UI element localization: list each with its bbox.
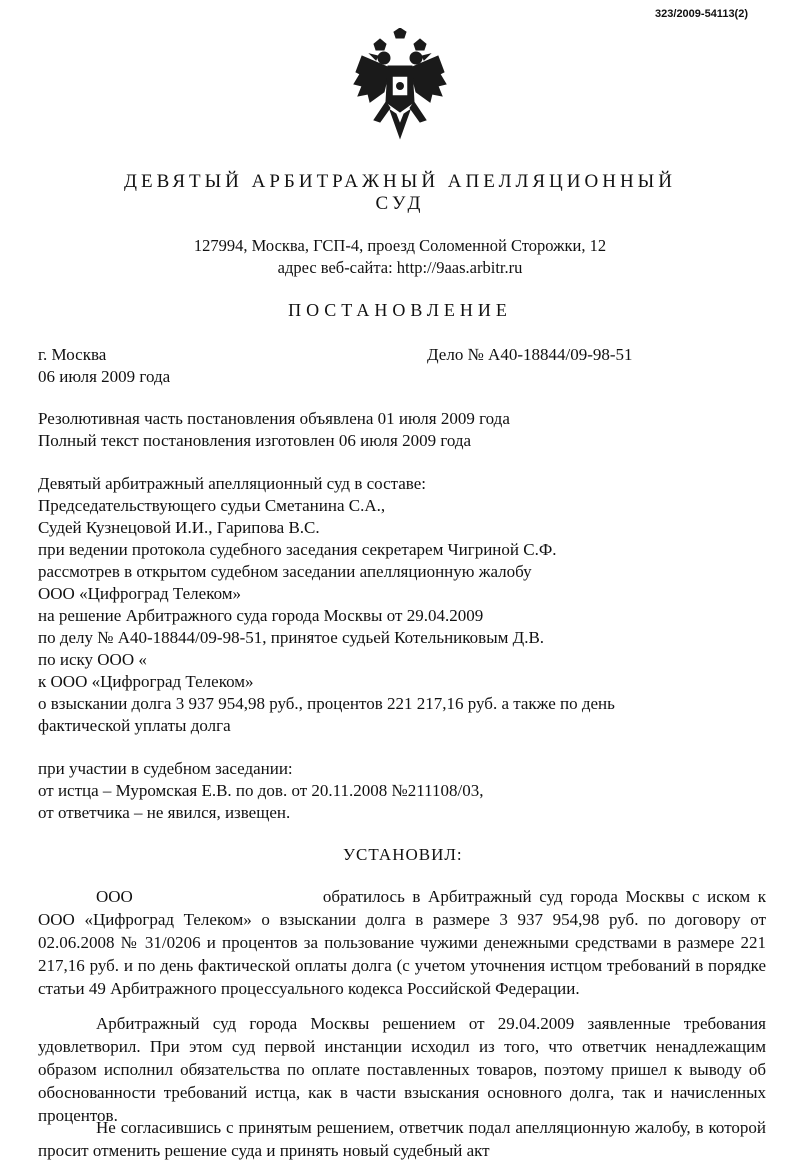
- participants-line: при участии в судебном заседании:: [38, 759, 293, 778]
- composition-line: фактической уплаты долга: [38, 716, 231, 735]
- participants-line: от ответчика – не явился, извещен.: [38, 803, 291, 822]
- composition-line: на решение Арбитражного суда города Москвы от 29.04.2009: [38, 606, 484, 625]
- established-heading: УСТАНОВИЛ:: [343, 845, 463, 864]
- composition-line: ООО «Цифроград Телеком»: [38, 584, 242, 603]
- court-name-line1: ДЕВЯТЫЙ АРБИТРАЖНЫЙ АПЕЛЛЯЦИОННЫЙ: [124, 171, 676, 192]
- city: г. Москва: [38, 345, 107, 364]
- document-number: 323/2009-54113(2): [655, 8, 748, 20]
- paragraph-2-text: Арбитражный суд города Москвы решением от 29.04.2009 заявленные требования удовлетворил. При этом суд первой инстанции исходил из того, что ответчик ненадлежащим образом исполнил обязательства по оплате поставленных товаров, поэтому пришел к выводу об обоснованности требований истца, как в части взыскания основного долга, так и начисленных процентов.: [38, 1014, 766, 1125]
- composition-line: Девятый арбитражный апелляционный суд в составе:: [38, 474, 426, 493]
- paragraph-1: [38, 885, 766, 1000]
- announcement-line: Полный текст постановления изготовлен 06 июля 2009 года: [38, 431, 472, 450]
- paragraph-2: [38, 1012, 766, 1127]
- composition-line: к ООО «Цифроград Телеком»: [38, 672, 254, 691]
- composition-line: о взыскании долга 3 937 954,98 руб., процентов 221 217,16 руб. а также по день: [38, 694, 615, 713]
- paragraph-3-text: Не согласившись с принятым решением, ответчик подал апелляционную жалобу, в которой просит отменить решение суда и принять новый судебный акт: [38, 1118, 766, 1160]
- composition-line: при ведении протокола судебного заседания секретарем Чигриной С.Ф.: [38, 540, 557, 559]
- double-headed-eagle-emblem-icon: [350, 28, 450, 148]
- document-date: 06 июля 2009 года: [38, 367, 171, 386]
- court-website: адрес веб-сайта: http://9aas.arbitr.ru: [277, 258, 523, 277]
- paragraph-3: [38, 1116, 766, 1162]
- document-title: ПОСТАНОВЛЕНИЕ: [288, 300, 512, 320]
- announcement-line: Резолютивная часть постановления объявлена 01 июля 2009 года: [38, 409, 510, 428]
- paragraph-1-rest: обратилось в Арбитражный суд города Москвы с иском к ООО «Цифроград Телеком» о взыскании долга в размере 3 937 954,98 руб. по договору от 02.06.2008 № 31/0206 и процентов за пользование чужими денежными средствами в размере 221 217,16 руб. и по день фактической оплаты долга (с учетом уточнения истцом требований в порядке статьи 49 Арбитражного процессуального кодекса Российской Федерации.: [38, 887, 766, 998]
- participants-line: от истца – Муромская Е.В. по дов. от 20.11.2008 №211108/03,: [38, 781, 484, 800]
- paragraph-1-start: ООО: [96, 887, 133, 906]
- court-address: 127994, Москва, ГСП-4, проезд Соломенной Сторожки, 12: [193, 236, 607, 255]
- composition-line: рассмотрев в открытом судебном заседании апелляционную жалобу: [38, 562, 532, 581]
- court-name-line2: СУД: [375, 193, 425, 214]
- composition-line: Судей Кузнецовой И.И., Гарипова В.С.: [38, 518, 320, 537]
- case-number: Дело № А40-18844/09-98-51: [427, 345, 633, 364]
- composition-line: по иску ООО «: [38, 650, 147, 669]
- composition-line: Председательствующего судьи Сметанина С.А.,: [38, 496, 386, 515]
- composition-line: по делу № А40-18844/09-98-51, принятое судьей Котельниковым Д.В.: [38, 628, 545, 647]
